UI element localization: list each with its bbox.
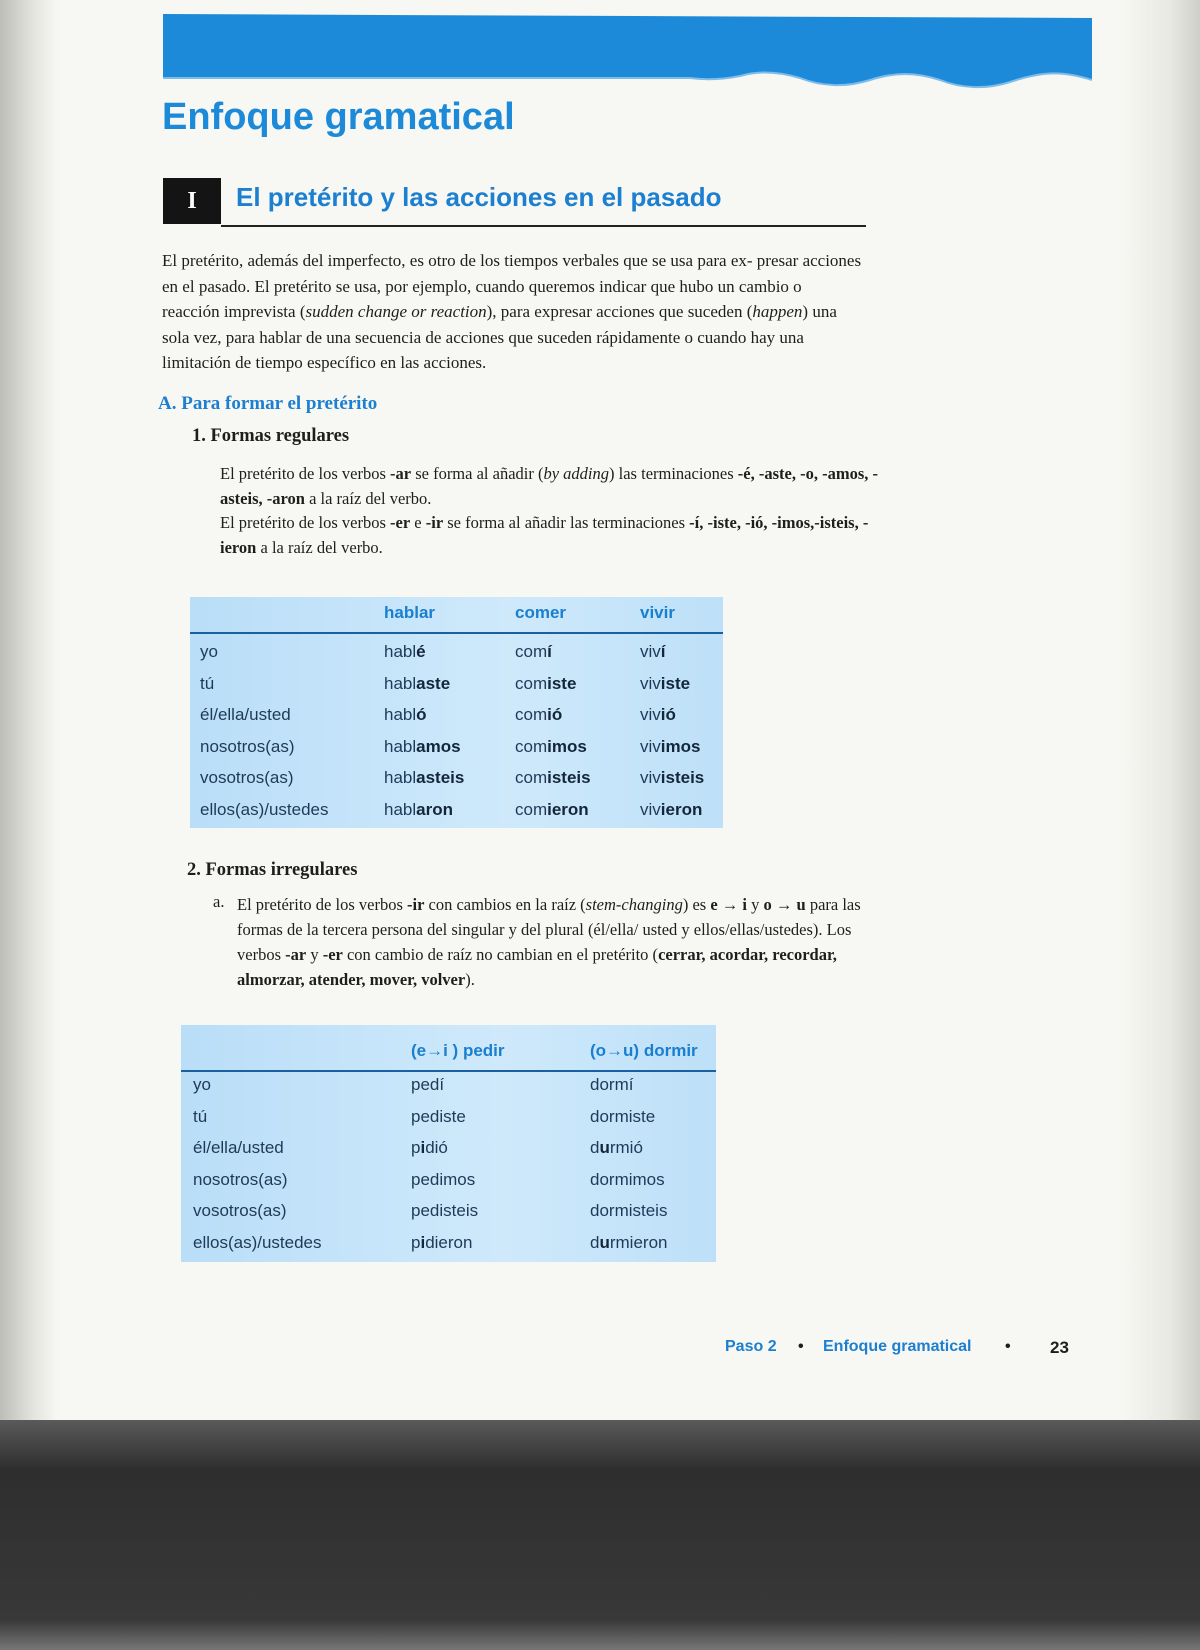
column-header: (e→i ) pedir (411, 1041, 505, 1060)
verb-form-cell: viví (640, 642, 666, 661)
table-row (181, 1107, 716, 1137)
table-row (181, 1233, 716, 1263)
verb-form-cell: comió (515, 705, 563, 724)
footer-chapter: Paso 2 (725, 1338, 777, 1355)
verb-ending: aron (416, 799, 453, 819)
bold-run: -ir (407, 895, 425, 914)
column-header: (o→u) dormir (590, 1041, 698, 1060)
verb-ending: ió (660, 705, 676, 724)
chapter-title: Enfoque gramatical (162, 96, 515, 138)
table-row (181, 1170, 716, 1200)
verb-form-cell: durmieron (590, 1232, 668, 1252)
verb-form-cell: dormimos (590, 1169, 665, 1189)
text-run: con cambio de raíz no cambian en el pretérito ( (342, 945, 659, 964)
verb-form-cell: comisteis (515, 768, 591, 787)
table-row (181, 1075, 716, 1105)
stem-change-letter: i (420, 1138, 426, 1157)
pronoun-cell: él/ella/usted (193, 1138, 284, 1157)
text-run: para las formas de la tercera persona del singular y del plural (él/ella/ usted y ellos/ellas/ustedes). Los verbos (237, 895, 861, 964)
footer-bullet: • (1005, 1338, 1011, 1355)
header-wave-banner (0, 0, 1200, 110)
stem-change-letter: u (599, 1232, 610, 1252)
section-heading (163, 178, 866, 228)
text-run: a la raíz del verbo. (304, 489, 432, 508)
verb-ending: í (547, 642, 552, 661)
italic-run: happen (752, 302, 803, 321)
verb-ending: ieron (547, 799, 589, 819)
section-numeral: I (163, 178, 221, 224)
verb-form-cell: pidieron (411, 1232, 473, 1252)
text-run: y (747, 895, 764, 914)
text-run: El pretérito de los verbos (237, 895, 407, 914)
verb-ending: í (660, 642, 666, 661)
pronoun-cell: él/ella/usted (200, 705, 291, 724)
verb-form-cell: comieron (515, 799, 589, 819)
verb-ending: ieron (660, 799, 703, 819)
verb-form-cell: vivió (640, 705, 676, 724)
bold-run: -ar (390, 464, 412, 483)
verb-form-cell: hablaste (384, 673, 451, 693)
column-header: comer (515, 603, 567, 622)
verb-form-cell: vivisteis (640, 768, 705, 787)
verb-ending: aste (416, 673, 451, 693)
verb-ending: é (416, 642, 426, 661)
text-run: se forma al añadir las terminaciones (443, 513, 690, 532)
verb-form-cell: vivimos (640, 736, 701, 756)
verb-ending: imos (547, 736, 587, 756)
bold-run: -í, -iste, -ió, -imos,-isteis, -ieron (220, 513, 869, 557)
bold-run: -é, -aste, -o, -amos, -asteis, -aron (220, 464, 878, 508)
header-rule (190, 632, 723, 634)
pronoun-cell: tú (200, 673, 215, 693)
verb-form-cell: vivieron (640, 799, 703, 819)
bold-run: -er (322, 945, 343, 964)
table-row (190, 768, 723, 798)
italic-run: sudden change or reaction (305, 302, 487, 321)
pronoun-cell: yo (193, 1075, 211, 1094)
desk-shadow (0, 1420, 1200, 1650)
list-label: a. (213, 892, 225, 911)
pronoun-cell: nosotros(as) (193, 1169, 288, 1189)
pronoun-cell: tú (193, 1106, 208, 1126)
stem-change-letter: u (599, 1138, 610, 1157)
text-run: y (306, 945, 323, 964)
table-row (181, 1138, 716, 1168)
verb-form-cell: pediste (411, 1106, 466, 1126)
verb-form-cell: habló (384, 705, 427, 724)
text-run: ) las terminaciones (609, 464, 738, 483)
irregular-conjugation-table (181, 1025, 716, 1262)
verb-form-cell: pidió (411, 1138, 448, 1157)
text-run: ), para expresar acciones que suceden ( (486, 302, 753, 321)
text-run: e (410, 513, 426, 532)
verb-form-cell: comimos (515, 736, 587, 756)
table-row (181, 1201, 716, 1231)
stem-changing-text (237, 892, 867, 992)
verb-form-cell: comiste (515, 673, 577, 693)
verb-ending: ó (416, 705, 427, 724)
text-run: ) una sola vez, para hablar de una secuencia de acciones que suceden rápidamente o cuando hay una limitación de tiempo específico en las acciones. (162, 302, 837, 372)
er-ir-verbs-paragraph (220, 510, 880, 560)
verb-ending: isteis (547, 768, 591, 787)
column-header: vivir (640, 603, 675, 622)
verb-form-cell: dormiste (590, 1106, 656, 1126)
verb-ending: asteis (416, 768, 465, 787)
verb-form-cell: hablaron (384, 799, 453, 819)
footer-bullet: • (798, 1338, 804, 1355)
verb-form-cell: hablasteis (384, 768, 465, 787)
subsection-1-heading: 1. Formas regulares (192, 426, 350, 446)
verb-ending: amos (416, 736, 461, 756)
table-row (190, 674, 723, 704)
bold-run: e → i (710, 895, 747, 914)
book-spine-shading (0, 0, 55, 1430)
verb-form-cell: hablé (384, 642, 426, 661)
verb-ending: iste (547, 673, 577, 693)
verb-form-cell: dormisteis (590, 1201, 668, 1220)
table-row (190, 737, 723, 767)
verb-form-cell: pedí (411, 1075, 445, 1094)
ar-verbs-paragraph (220, 461, 880, 511)
table-row (190, 705, 723, 735)
pronoun-cell: ellos(as)/ustedes (193, 1232, 322, 1252)
text-run: El pretérito, además del imperfecto, es otro de los tiempos verbales que se usa para ex- presar acciones en el pasado. El pretérito se usa, por ejemplo, cuando queremos indicar que hubo un cambio o reacción imprevista ( (162, 251, 862, 321)
verb-form-cell: pedimos (411, 1169, 476, 1189)
stem-change-letter: i (420, 1232, 426, 1252)
regular-conjugation-table (190, 597, 723, 828)
italic-run: by adding (543, 464, 610, 483)
bold-run: -ar (285, 945, 307, 964)
text-run: El pretérito de los verbos (220, 464, 390, 483)
verb-form-cell: durmió (590, 1138, 643, 1157)
section-title: El pretérito y las acciones en el pasado (236, 182, 722, 212)
subsection-a-heading: A. Para formar el pretérito (158, 393, 378, 414)
bold-run: o → u (763, 895, 806, 914)
verb-form-cell: comí (515, 642, 552, 661)
verb-ending: imos (660, 736, 701, 756)
section-underline (221, 225, 866, 227)
verb-ending: isteis (660, 768, 705, 787)
pronoun-cell: yo (200, 642, 218, 661)
text-run: se forma al añadir ( (411, 464, 544, 483)
text-run: ) es (682, 895, 711, 914)
verb-form-cell: viviste (640, 673, 691, 693)
verb-form-cell: dormí (590, 1075, 634, 1094)
pronoun-cell: vosotros(as) (193, 1201, 287, 1220)
pronoun-cell: ellos(as)/ustedes (200, 799, 329, 819)
table-row (190, 800, 723, 830)
text-run: ). (465, 970, 475, 989)
pronoun-cell: vosotros(as) (200, 768, 294, 787)
bold-run: -ir (425, 513, 444, 532)
italic-run: stem-changing (585, 895, 683, 914)
column-header: hablar (384, 603, 436, 622)
intro-paragraph (162, 248, 862, 376)
pronoun-cell: nosotros(as) (200, 736, 295, 756)
text-run: con cambios en la raíz ( (424, 895, 586, 914)
verb-form-cell: hablamos (384, 736, 461, 756)
bold-run: -er (390, 513, 411, 532)
header-rule (181, 1070, 716, 1072)
bold-run: cerrar, acordar, recordar, almorzar, atender, mover, volver (237, 945, 837, 989)
verb-ending: ió (547, 705, 563, 724)
verb-ending: iste (660, 673, 691, 693)
subsection-2-heading: 2. Formas irregulares (187, 860, 358, 880)
verb-form-cell: pedisteis (411, 1201, 479, 1220)
footer-section: Enfoque gramatical (823, 1338, 972, 1355)
text-run: a la raíz del verbo. (256, 538, 383, 557)
table-row (190, 642, 723, 672)
text-run: El pretérito de los verbos (220, 513, 390, 532)
page-number: 23 (1050, 1338, 1069, 1357)
